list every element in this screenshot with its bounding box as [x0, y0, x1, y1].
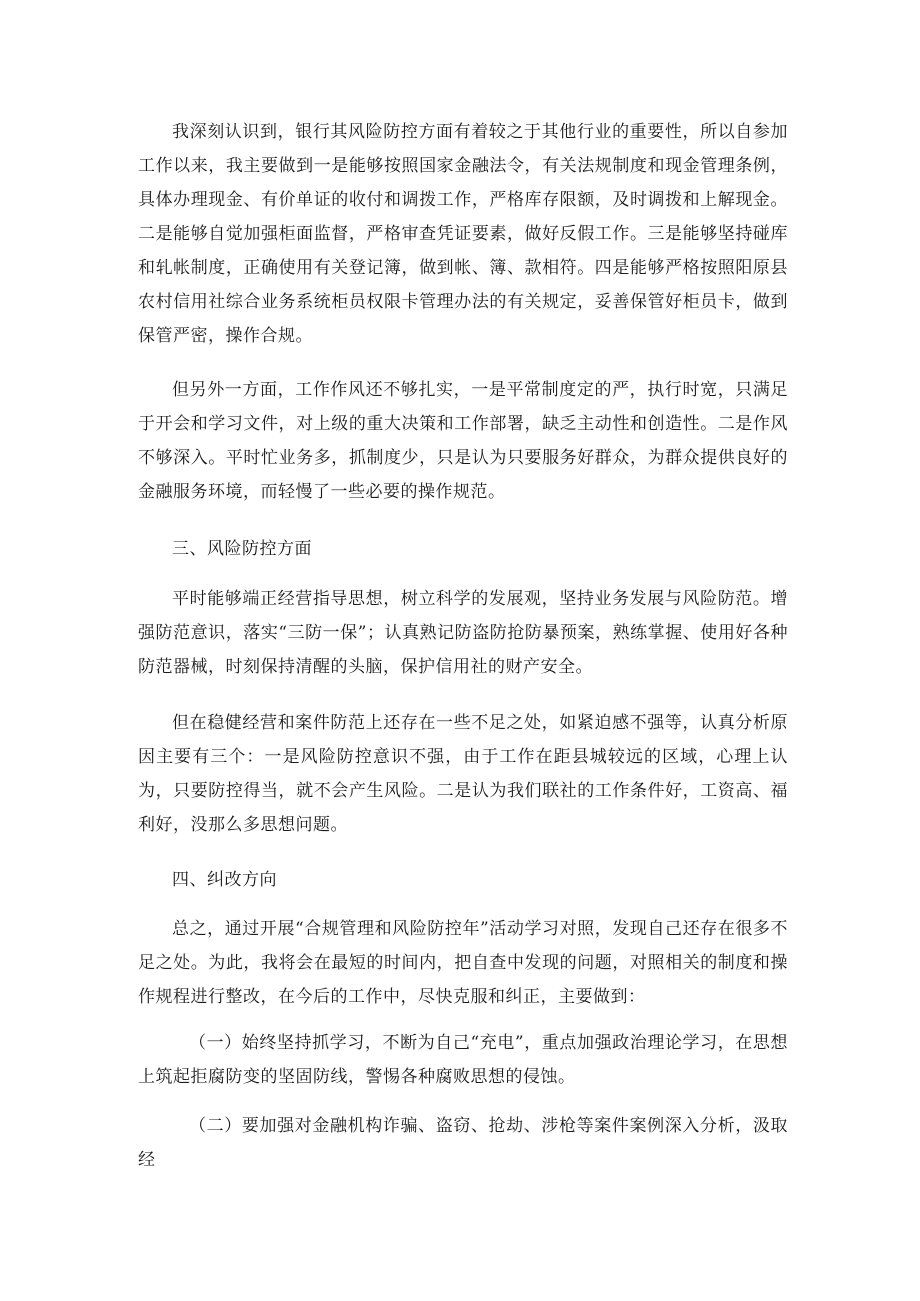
section-heading-risk-control: 三、风险防控方面: [172, 539, 312, 559]
paragraph-work-style-shortcomings: 但另外一方面，工作作风还不够扎实，一是平常制度定的严，执行时宽，只满足于开会和学习文件，对上级的重大决策和工作部署，缺乏主动性和创造性。二是作风不够深入。平时忙业务多，抓制度少，只是认为只要服务好群众，为群众提供良好的金融服务环境，而轻慢了一些必要的操作规范。: [138, 380, 788, 502]
section-heading-rectification: 四、纠改方向: [172, 870, 277, 890]
paragraph-item-two: （二）要加强对金融机构诈骗、盗窃、抢劫、涉枪等案件案例深入分析，汲取经: [138, 1116, 788, 1170]
paragraph-summary: 总之，通过开展“合规管理和风险防控年”活动学习对照，发现自己还存在很多不足之处。为此，我将会在最短的时间内，把自查中发现的问题，对照相关的制度和操作规程进行整改，在今后的工作中，尽快克服和纠正，主要做到：: [138, 919, 788, 1007]
paragraph-risk-awareness: 我深刻认识到，银行其风险防控方面有着较之于其他行业的重要性，所以自参加工作以来，我主要做到一是能够按照国家金融法令，有关法规制度和现金管理条例，具体办理现金、有价单证的收付和调拨工作，严格库存限额，及时调拨和上解现金。二是能够自觉加强柜面监督，严格审查凭证要素，做好反假工作。三是能够坚持碰库和轧帐制度，正确使用有关登记簿，做到帐、簿、款相符。四是能够严格按照阳原县农村信用社综合业务系统柜员权限卡管理办法的有关规定，妥善保管好柜员卡，做到保管严密，操作合规。: [138, 122, 788, 346]
paragraph-risk-prevention: 平时能够端正经营指导思想，树立科学的发展观，坚持业务发展与风险防范。增强防范意识，落实“三防一保”；认真熟记防盗防抢防暴预案，熟练掌握、使用好各种防范器械，时刻保持清醒的头脑，保护信用社的财产安全。: [138, 589, 788, 677]
paragraph-item-one: （一）始终坚持抓学习，不断为自己“充电”，重点加强政治理论学习，在思想上筑起拒腐防变的坚固防线，警惕各种腐败思想的侵蚀。: [138, 1033, 788, 1087]
paragraph-prevention-deficiencies: 但在稳健经营和案件防范上还存在一些不足之处，如紧迫感不强等，认真分析原因主要有三个：一是风险防控意识不强，由于工作在距县城较远的区域，心理上认为，只要防控得当，就不会产生风险。二是认为我们联社的工作条件好，工资高、福利好，没那么多思想问题。: [138, 713, 788, 835]
